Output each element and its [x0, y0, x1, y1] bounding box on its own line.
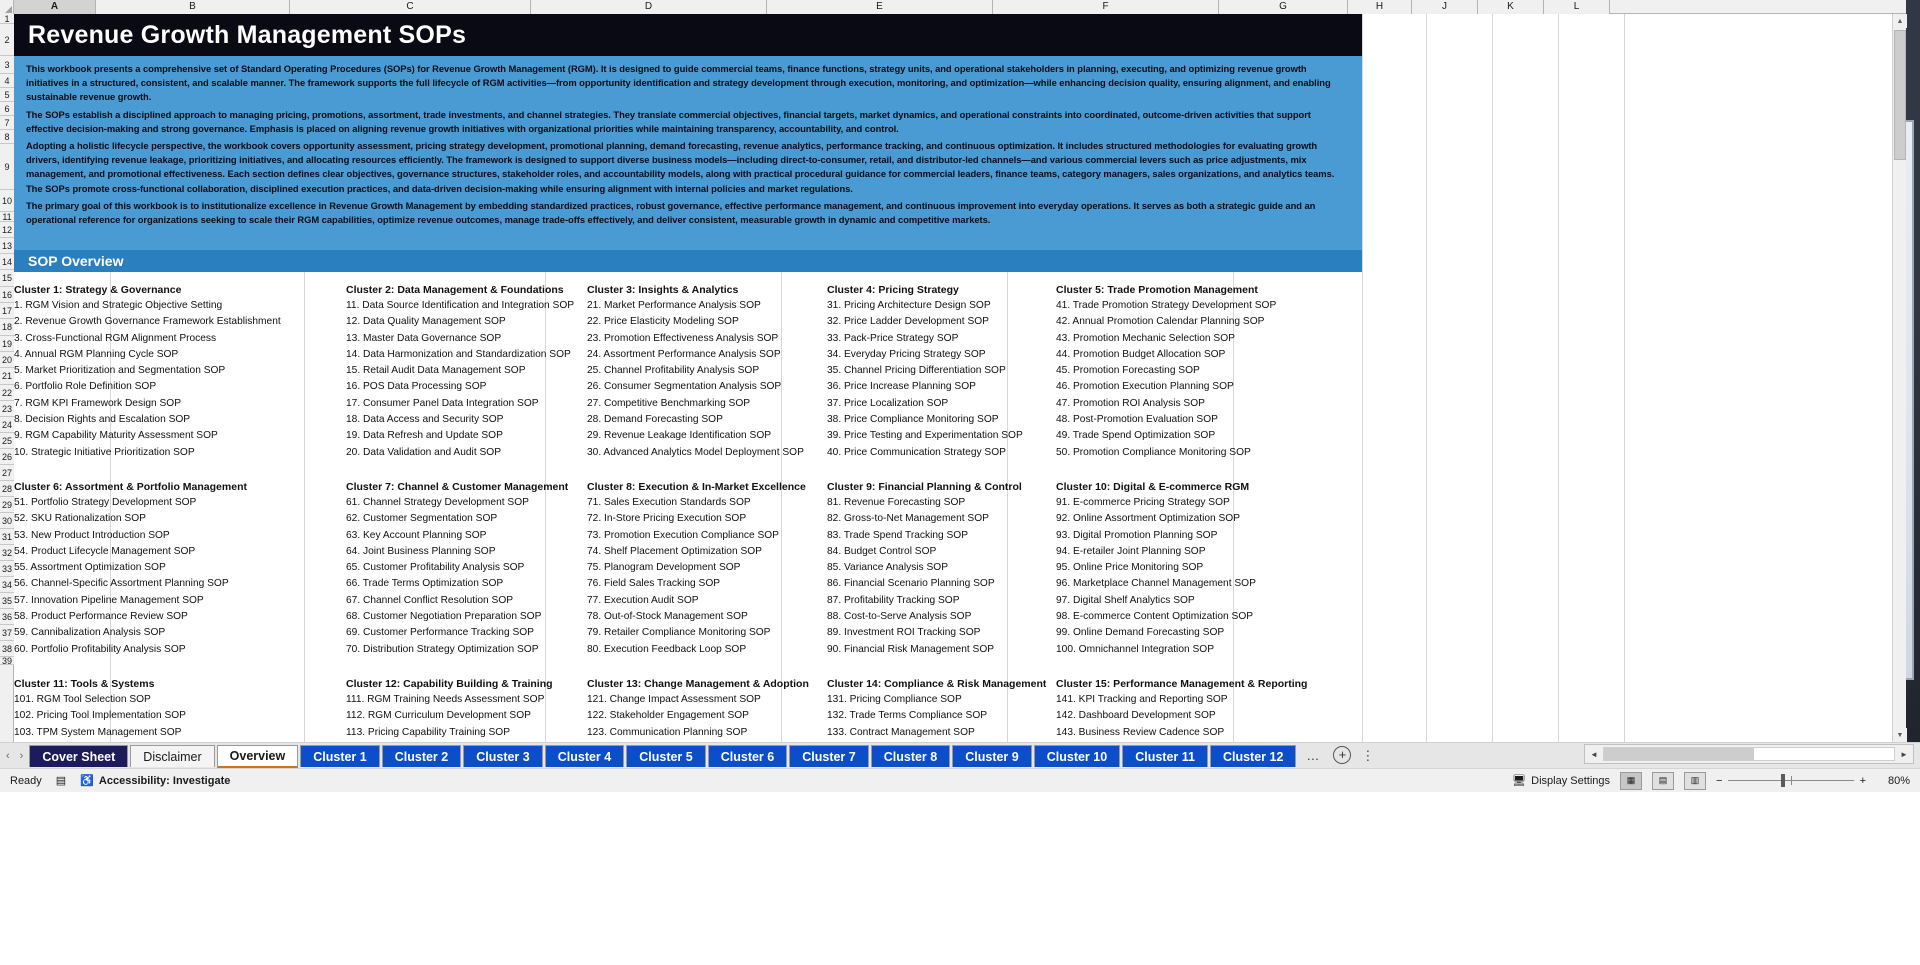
column-header-h[interactable]: H	[1348, 0, 1412, 14]
cluster-item: 19. Data Refresh and Update SOP	[346, 430, 503, 442]
cluster-item: 8. Decision Rights and Escalation SOP	[14, 414, 191, 426]
cluster-item: 17. Consumer Panel Data Integration SOP	[346, 397, 539, 409]
cluster-item: 133. Contract Management SOP	[827, 726, 975, 738]
zoom-in-button[interactable]: +	[1859, 774, 1866, 787]
zoom-knob[interactable]	[1781, 774, 1785, 787]
cluster-header: Cluster 2: Data Management & Foundations	[346, 284, 564, 296]
column-header-b[interactable]: B	[96, 0, 290, 14]
row-header-14[interactable]: 14	[0, 254, 14, 270]
row-header-35[interactable]: 35	[0, 593, 14, 609]
row-header-22[interactable]: 22	[0, 385, 14, 401]
cluster-item: 9. RGM Capability Maturity Assessment SOP	[14, 430, 218, 442]
cluster-item: 73. Promotion Execution Compliance SOP	[587, 529, 779, 541]
cluster-block	[14, 479, 247, 658]
row-header-10[interactable]: 10	[0, 190, 14, 212]
display-settings-label: Display Settings	[1531, 774, 1610, 787]
cluster-item: 89. Investment ROI Tracking SOP	[827, 627, 981, 639]
cluster-item: 123. Communication Planning SOP	[587, 726, 748, 738]
cluster-item: 50. Promotion Compliance Monitoring SOP	[1056, 446, 1251, 458]
tab-navigation	[0, 743, 29, 769]
cluster-block	[827, 479, 1022, 658]
cluster-item: 88. Cost-to-Serve Analysis SOP	[827, 611, 972, 623]
cluster-item: 94. E-retailer Joint Planning SOP	[1056, 545, 1206, 557]
cluster-item: 79. Retailer Compliance Monitoring SOP	[587, 627, 771, 639]
cluster-block	[1056, 282, 1276, 461]
cluster-item: 7. RGM KPI Framework Design SOP	[14, 397, 182, 409]
display-settings-button[interactable]	[1512, 774, 1610, 787]
column-header-k[interactable]: K	[1478, 0, 1544, 14]
cluster-item: 37. Price Localization SOP	[827, 397, 949, 409]
cluster-item: 142. Dashboard Development SOP	[1056, 710, 1216, 722]
bottom-filler	[0, 792, 1920, 965]
cluster-header: Cluster 12: Capability Building & Training	[346, 678, 553, 690]
cluster-header: Cluster 3: Insights & Analytics	[587, 284, 739, 296]
tab-prev-icon[interactable]: ‹	[6, 750, 10, 762]
cluster-item: 26. Consumer Segmentation Analysis SOP	[587, 381, 782, 393]
sheet-tab-cluster-10[interactable]: Cluster 10	[1034, 745, 1120, 767]
row-header-19[interactable]: 19	[0, 336, 14, 352]
zoom-slider[interactable]	[1716, 775, 1866, 787]
cluster-item: 45. Promotion Forecasting SOP	[1056, 365, 1200, 377]
sheet-tab-overview[interactable]: Overview	[217, 745, 299, 769]
intro-paragraph-1: This workbook presents a comprehensive set of Standard Operating Procedures (SOPs) for Revenue Growth Management (RGM). It is designed to guide commercial teams, finance functions, strategy units, and operational stakeholders in planning, executing, and optimizing revenue growth initiatives in a structured, consistent, and scalable manner. The framework supports the full lifecycle of RGM activities—from opportunity identification and strategy development through execution, monitoring, and optimization—while enhancing decision quality, ensuring alignment, and enabling sustainable revenue growth.	[26, 63, 1331, 103]
row-header-7[interactable]: 7	[0, 116, 14, 130]
tab-next-icon[interactable]: ›	[19, 750, 24, 762]
column-header-d[interactable]: D	[531, 0, 767, 14]
accessibility-icon: ♿	[80, 775, 94, 787]
tab-options-icon[interactable]: ⋮	[1361, 748, 1376, 763]
cluster-item: 38. Price Compliance Monitoring SOP	[827, 414, 999, 426]
cluster-item: 113. Pricing Capability Training SOP	[346, 726, 511, 738]
cluster-header: Cluster 5: Trade Promotion Management	[1056, 284, 1258, 296]
cluster-item: 42. Annual Promotion Calendar Planning SOP	[1056, 316, 1265, 328]
cluster-item: 5. Market Prioritization and Segmentation SOP	[14, 365, 226, 377]
cluster-header: Cluster 9: Financial Planning & Control	[827, 481, 1022, 493]
status-bar	[0, 768, 1920, 792]
cluster-item: 83. Trade Spend Tracking SOP	[827, 529, 969, 541]
cluster-item: 72. In-Store Pricing Execution SOP	[587, 513, 747, 525]
cluster-item: 54. Product Lifecycle Management SOP	[14, 545, 196, 557]
cluster-item: 6. Portfolio Role Definition SOP	[14, 381, 157, 393]
cluster-item: 101. RGM Tool Selection SOP	[14, 694, 151, 705]
cluster-item: 53. New Product Introduction SOP	[14, 529, 170, 541]
sheet-tab-cluster-11[interactable]: Cluster 11	[1122, 745, 1208, 767]
cluster-header: Cluster 11: Tools & Systems	[14, 678, 155, 690]
cluster-block	[587, 676, 809, 741]
tabs-overflow-icon[interactable]: …	[1306, 748, 1320, 763]
row-header-32[interactable]: 32	[0, 545, 14, 561]
sheet-tabs	[29, 743, 1298, 769]
cluster-item: 55. Assortment Optimization SOP	[14, 562, 166, 574]
cluster-item: 78. Out-of-Stock Management SOP	[587, 611, 748, 623]
cluster-item: 28. Demand Forecasting SOP	[587, 414, 723, 426]
cluster-item: 92. Online Assortment Optimization SOP	[1056, 513, 1241, 525]
row-header-25[interactable]: 25	[0, 433, 14, 449]
cluster-item: 132. Trade Terms Compliance SOP	[827, 710, 988, 722]
intro-paragraph-4: The primary goal of this workbook is to institutionalize excellence in Revenue Growth Management by embedding standardized practices, robust governance, effective performance management, and continuous improvement into everyday operations. It serves as both a strategic guide and an operational reference for organizations seeking to scale their RGM capabilities, optimize revenue outcomes, manage trade-offs effectively, and deliver consistent, measurable growth in dynamic and competitive markets.	[26, 199, 1316, 226]
sheet-tab-cluster-12[interactable]: Cluster 12	[1210, 745, 1296, 767]
cluster-item: 18. Data Access and Security SOP	[346, 414, 504, 426]
row-header-15[interactable]: 15	[0, 270, 14, 287]
cluster-item: 49. Trade Spend Optimization SOP	[1056, 430, 1216, 442]
sheet-tab-cluster-6[interactable]: Cluster 6	[708, 745, 788, 767]
row-header-18[interactable]: 18	[0, 319, 14, 336]
recording-macro-icon[interactable]: ▤	[55, 775, 67, 787]
cluster-item: 91. E-commerce Pricing Strategy SOP	[1056, 497, 1230, 508]
cluster-item: 59. Cannibalization Analysis SOP	[14, 627, 166, 639]
cluster-item: 63. Key Account Planning SOP	[346, 529, 487, 541]
select-all-corner[interactable]	[0, 0, 14, 14]
hscroll-track[interactable]	[1603, 747, 1895, 761]
accessibility-label: Accessibility: Investigate	[98, 774, 231, 787]
column-header-l[interactable]: L	[1544, 0, 1610, 14]
cluster-item: 62. Customer Segmentation SOP	[346, 513, 498, 525]
cluster-item: 51. Portfolio Strategy Development SOP	[14, 497, 197, 508]
sheet-tab-cluster-4[interactable]: Cluster 4	[545, 745, 625, 767]
row-header-2[interactable]: 2	[0, 24, 14, 56]
column-header-g[interactable]: G	[1219, 0, 1348, 14]
row-header-27[interactable]: 27	[0, 465, 14, 481]
cluster-item: 68. Customer Negotiation Preparation SOP	[346, 611, 542, 623]
cluster-item: 87. Profitability Tracking SOP	[827, 594, 960, 606]
cluster-item: 103. TPM System Management SOP	[14, 726, 182, 738]
row-header-13[interactable]: 13	[0, 238, 14, 254]
hscroll-right-icon[interactable]: ►	[1900, 749, 1908, 759]
row-header-39[interactable]: 39	[1, 657, 12, 665]
cluster-block	[587, 282, 804, 461]
zoom-track[interactable]	[1728, 780, 1853, 781]
sheet-tab-cluster-3[interactable]: Cluster 3	[463, 745, 543, 767]
row-header-4[interactable]: 4	[0, 74, 14, 88]
cluster-item: 67. Channel Conflict Resolution SOP	[346, 594, 514, 606]
sheet-tab-cluster-2[interactable]: Cluster 2	[382, 745, 462, 767]
cluster-item: 98. E-commerce Content Optimization SOP	[1056, 611, 1254, 623]
cluster-item: 44. Promotion Budget Allocation SOP	[1056, 348, 1226, 360]
cluster-header: Cluster 7: Channel & Customer Management	[346, 481, 569, 493]
cluster-item: 48. Post-Promotion Evaluation SOP	[1056, 414, 1218, 426]
sheet-tab-cluster-5[interactable]: Cluster 5	[626, 745, 706, 767]
cluster-block	[14, 282, 281, 461]
row-header-37[interactable]: 37	[0, 625, 14, 641]
cluster-item: 122. Stakeholder Engagement SOP	[587, 710, 749, 722]
sheet-tab-cluster-8[interactable]: Cluster 8	[871, 745, 951, 767]
normal-view-icon: ▦	[1626, 775, 1636, 785]
cluster-item: 99. Online Demand Forecasting SOP	[1056, 627, 1225, 639]
cluster-item: 100. Omnichannel Integration SOP	[1056, 643, 1215, 655]
cluster-header: Cluster 10: Digital & E-commerce RGM	[1056, 481, 1250, 493]
cluster-item: 4. Annual RGM Planning Cycle SOP	[14, 348, 179, 360]
cluster-item: 41. Trade Promotion Strategy Development SOP	[1056, 300, 1277, 311]
zoom-percent-label[interactable]: 80%	[1887, 774, 1910, 787]
row-header-33[interactable]: 33	[0, 561, 14, 577]
cluster-item: 121. Change Impact Assessment SOP	[587, 694, 761, 705]
cluster-item: 25. Channel Profitability Analysis SOP	[587, 365, 760, 377]
cluster-item: 69. Customer Performance Tracking SOP	[346, 627, 534, 639]
cluster-block	[346, 676, 553, 741]
cluster-item: 21. Market Performance Analysis SOP	[587, 300, 761, 311]
cluster-block	[1056, 479, 1256, 658]
cluster-item: 71. Sales Execution Standards SOP	[587, 497, 751, 508]
row-header-36[interactable]: 36	[0, 609, 14, 625]
cluster-item: 29. Revenue Leakage Identification SOP	[587, 430, 772, 442]
row-header-3[interactable]: 3	[0, 56, 14, 74]
horizontal-scrollbar[interactable]	[1584, 744, 1914, 764]
cluster-header: Cluster 4: Pricing Strategy	[827, 284, 959, 296]
cluster-item: 40. Price Communication Strategy SOP	[827, 446, 1006, 458]
column-header-e[interactable]: E	[767, 0, 993, 14]
cluster-item: 61. Channel Strategy Development SOP	[346, 497, 529, 508]
row-header-30[interactable]: 30	[0, 513, 14, 529]
status-ready-label: Ready	[10, 774, 42, 787]
cluster-item: 11. Data Source Identification and Integration SOP	[346, 300, 575, 311]
cluster-item: 85. Variance Analysis SOP	[827, 562, 948, 574]
cluster-item: 31. Pricing Architecture Design SOP	[827, 300, 991, 311]
cluster-header: Cluster 1: Strategy & Governance	[14, 284, 182, 296]
row-header-8[interactable]: 8	[0, 130, 14, 144]
row-header-24[interactable]: 24	[0, 417, 14, 433]
cluster-block	[1056, 676, 1307, 741]
cluster-item: 33. Pack-Price Strategy SOP	[827, 332, 959, 344]
zoom-midpoint-tick	[1791, 776, 1792, 785]
cluster-block	[346, 282, 574, 461]
column-header-row	[0, 0, 1906, 14]
cluster-item: 82. Gross-to-Net Management SOP	[827, 513, 989, 525]
sheet-tab-cluster-7[interactable]: Cluster 7	[789, 745, 869, 767]
zoom-out-button[interactable]: −	[1716, 774, 1723, 787]
row-header-9[interactable]: 9	[0, 144, 14, 190]
cluster-item: 47. Promotion ROI Analysis SOP	[1056, 397, 1205, 409]
hscroll-thumb[interactable]	[1604, 748, 1754, 760]
workbook-title: Revenue Growth Management SOPs	[14, 14, 1362, 56]
page-break-icon: ▥	[1690, 775, 1700, 785]
cluster-item: 16. POS Data Processing SOP	[346, 381, 487, 393]
cluster-item: 36. Price Increase Planning SOP	[827, 381, 976, 393]
cluster-item: 30. Advanced Analytics Model Deployment SOP	[587, 446, 804, 458]
cluster-item: 93. Digital Promotion Planning SOP	[1056, 529, 1218, 541]
intro-paragraph-2: The SOPs establish a disciplined approach to managing pricing, promotions, assortment, trade investments, and channel strategies. They translate commercial objectives, financial targets, market dynamics, and operational constraints into coordinated, outcome-driven activities that support effective decision-making and strong governance. Emphasis is placed on aligning revenue growth initiatives with organizational priorities while maintaining transparency, accountability, and control.	[26, 108, 1311, 134]
add-sheet-button[interactable]: +	[1333, 746, 1351, 764]
cluster-item: 39. Price Testing and Experimentation SOP	[827, 430, 1023, 442]
cluster-item: 102. Pricing Tool Implementation SOP	[14, 710, 186, 722]
row-header-23[interactable]: 23	[0, 401, 14, 417]
cluster-item: 10. Strategic Initiative Prioritization SOP	[14, 446, 195, 458]
page-layout-view-button[interactable]	[1652, 772, 1674, 790]
display-settings-icon: 🖥	[1512, 775, 1527, 787]
cluster-item: 65. Customer Profitability Analysis SOP	[346, 562, 525, 574]
row-header-34[interactable]: 34	[0, 577, 14, 593]
row-header-28[interactable]: 28	[0, 481, 14, 497]
cluster-item: 81. Revenue Forecasting SOP	[827, 497, 966, 508]
sheet-tab-disclaimer[interactable]: Disclaimer	[130, 745, 214, 767]
row-header-16[interactable]: 16	[0, 287, 14, 303]
row-header-1[interactable]: 1	[0, 14, 14, 24]
cluster-item: 24. Assortment Performance Analysis SOP	[587, 348, 781, 360]
scroll-down-icon[interactable]: ▼	[1893, 728, 1907, 742]
intro-block	[14, 56, 1362, 250]
cluster-item: 3. Cross-Functional RGM Alignment Process	[14, 332, 217, 344]
cluster-block	[587, 479, 806, 658]
intro-paragraph-3: Adopting a holistic lifecycle perspective, the workbook covers opportunity assessment, pricing strategy development, promotional planning, demand forecasting, revenue analytics, performance tracking, and continuous optimization. It includes structured methodologies for evaluating growth drivers, identifying revenue leakage, prioritizing initiatives, and allocating resources efficiently. The framework is designed to support diverse business models—including direct-to-consumer, retail, and distributor-led channels—and various commercial levers such as price adjustments, mix management, and promotional effectiveness. Each section defines clear objectives, governance structures, stakeholder roles, and accountability models, along with practical procedural guidance for commercial leaders, finance teams, category managers, sales organizations, and analytics teams. The SOPs promote cross-functional collaboration, disciplined execution practices, and data-driven decision-making while ensuring alignment with internal policies and market regulations.	[26, 140, 1335, 194]
page-layout-icon: ▤	[1658, 775, 1668, 785]
hscroll-left-icon[interactable]: ◄	[1590, 749, 1598, 759]
cluster-block	[346, 479, 568, 658]
sheet-tab-cover-sheet[interactable]: Cover Sheet	[29, 745, 128, 767]
cluster-item: 57. Innovation Pipeline Management SOP	[14, 594, 204, 606]
cluster-item: 77. Execution Audit SOP	[587, 594, 699, 606]
cluster-block	[14, 676, 186, 741]
cluster-item: 20. Data Validation and Audit SOP	[346, 446, 501, 458]
row-header-26[interactable]: 26	[0, 449, 14, 465]
cluster-item: 95. Online Price Monitoring SOP	[1056, 562, 1204, 574]
cluster-item: 80. Execution Feedback Loop SOP	[587, 643, 747, 655]
cluster-item: 35. Channel Pricing Differentiation SOP	[827, 365, 1006, 377]
vertical-scroll-thumb[interactable]	[1894, 30, 1906, 160]
cluster-item: 15. Retail Audit Data Management SOP	[346, 365, 526, 377]
cluster-item: 131. Pricing Compliance SOP	[827, 694, 962, 705]
row-header-6[interactable]: 6	[0, 102, 14, 116]
cluster-item: 75. Planogram Development SOP	[587, 562, 741, 574]
cluster-item: 52. SKU Rationalization SOP	[14, 513, 146, 525]
column-header-j[interactable]: J	[1412, 0, 1478, 14]
cluster-item: 58. Product Performance Review SOP	[14, 611, 188, 623]
vertical-scrollbar[interactable]	[1892, 14, 1906, 742]
cluster-item: 34. Everyday Pricing Strategy SOP	[827, 348, 986, 360]
cluster-header: Cluster 13: Change Management & Adoption	[587, 678, 809, 690]
cluster-item: 2. Revenue Growth Governance Framework Establishment	[14, 316, 281, 328]
cluster-item: 12. Data Quality Management SOP	[346, 316, 506, 328]
cluster-block	[827, 282, 1023, 461]
cluster-header: Cluster 6: Assortment & Portfolio Management	[14, 481, 247, 493]
cluster-item: 112. RGM Curriculum Development SOP	[346, 710, 531, 722]
row-header-5[interactable]: 5	[0, 88, 14, 102]
cluster-item: 70. Distribution Strategy Optimization SOP	[346, 643, 539, 655]
cluster-item: 13. Master Data Governance SOP	[346, 332, 502, 344]
accessibility-status[interactable]	[80, 774, 230, 787]
row-header-31[interactable]: 31	[0, 529, 14, 545]
scroll-up-icon[interactable]: ▲	[1893, 14, 1907, 28]
cluster-item: 32. Price Ladder Development SOP	[827, 316, 989, 328]
cluster-item: 64. Joint Business Planning SOP	[346, 545, 496, 557]
row-header-17[interactable]: 17	[0, 303, 14, 319]
cluster-item: 84. Budget Control SOP	[827, 545, 937, 557]
column-header-f[interactable]: F	[993, 0, 1219, 14]
cluster-block	[827, 676, 1046, 741]
sheet-tab-cluster-1[interactable]: Cluster 1	[300, 745, 380, 767]
cluster-item: 43. Promotion Mechanic Selection SOP	[1056, 332, 1235, 344]
cluster-item: 97. Digital Shelf Analytics SOP	[1056, 594, 1195, 606]
column-header-c[interactable]: C	[290, 0, 531, 14]
cluster-item: 111. RGM Training Needs Assessment SOP	[346, 694, 545, 705]
cluster-item: 90. Financial Risk Management SOP	[827, 643, 995, 655]
row-header-column	[0, 14, 14, 742]
cluster-item: 76. Field Sales Tracking SOP	[587, 578, 721, 590]
cluster-item: 56. Channel-Specific Assortment Planning SOP	[14, 578, 229, 590]
sheet-tab-cluster-9[interactable]: Cluster 9	[952, 745, 1032, 767]
cluster-item: 14. Data Harmonization and Standardization SOP	[346, 348, 571, 360]
cluster-item: 27. Competitive Benchmarking SOP	[587, 397, 751, 409]
cluster-header: Cluster 14: Compliance & Risk Management	[827, 678, 1047, 690]
cluster-item: 1. RGM Vision and Strategic Objective Setting	[14, 300, 223, 311]
normal-view-button[interactable]	[1620, 772, 1642, 790]
column-header-a[interactable]: A	[14, 0, 96, 14]
cluster-item: 66. Trade Terms Optimization SOP	[346, 578, 504, 590]
cluster-item: 60. Portfolio Profitability Analysis SOP	[14, 643, 186, 655]
row-header-29[interactable]: 29	[0, 497, 14, 513]
row-header-21[interactable]: 21	[0, 368, 14, 385]
cluster-item: 96. Marketplace Channel Management SOP	[1056, 578, 1256, 590]
cluster-item: 46. Promotion Execution Planning SOP	[1056, 381, 1234, 393]
row-header-12[interactable]: 12	[0, 222, 14, 238]
cluster-item: 86. Financial Scenario Planning SOP	[827, 578, 995, 590]
cluster-item: 23. Promotion Effectiveness Analysis SOP	[587, 332, 779, 344]
row-header-20[interactable]: 20	[0, 352, 14, 368]
cluster-item: 22. Price Elasticity Modeling SOP	[587, 316, 739, 328]
cluster-item: 143. Business Review Cadence SOP	[1056, 726, 1225, 738]
sop-overview-header: SOP Overview	[14, 250, 1362, 272]
page-break-view-button[interactable]	[1684, 772, 1706, 790]
cluster-item: 141. KPI Tracking and Reporting SOP	[1056, 694, 1228, 705]
cluster-header: Cluster 8: Execution & In-Market Excellence	[587, 481, 806, 493]
row-header-38[interactable]: 38	[0, 641, 14, 657]
cluster-header: Cluster 15: Performance Management & Reporting	[1056, 678, 1308, 690]
row-header-11[interactable]: 11	[0, 212, 14, 222]
cluster-item: 74. Shelf Placement Optimization SOP	[587, 545, 762, 557]
